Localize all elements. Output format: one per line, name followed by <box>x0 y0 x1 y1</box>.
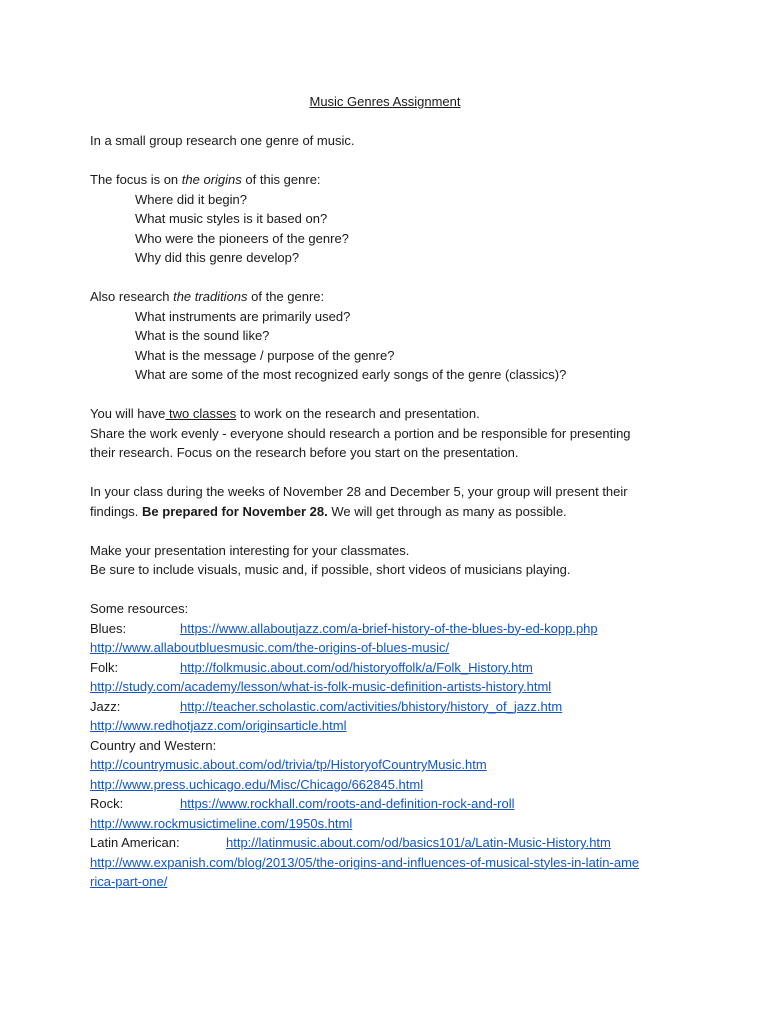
interesting-line-2: Be sure to include visuals, music and, if possible, short videos of musicians playing. <box>90 562 571 577</box>
document-page <box>90 92 680 892</box>
due-date-bold: Be prepared for November 28. <box>142 503 328 519</box>
folk-label: Folk: <box>90 659 119 675</box>
latin-row-3 <box>90 872 680 892</box>
jazz-row <box>90 697 680 717</box>
country-row-2 <box>90 775 680 795</box>
traditions-lead-text: Also research <box>90 289 174 304</box>
latin-label: Latin American: <box>90 835 180 850</box>
blues-link-2[interactable]: http://www.allaboutbluesmusic.com/the-origins-of-blues-music/ <box>90 640 450 655</box>
country-row-1 <box>90 755 680 775</box>
origins-lead-tail: of this genre: <box>241 172 321 187</box>
intro-text: In a small group research one genre of music. <box>90 133 355 148</box>
latin-link-2[interactable]: http://www.expanish.com/blog/2013/05/the-origins-and-influences-of-musical-styles-in-latin-ame <box>90 854 640 870</box>
rock-label: Rock: <box>90 796 124 811</box>
work-line-1 <box>90 404 680 424</box>
jazz-link-1[interactable]: http://teacher.scholastic.com/activities/bhistory/history_of_jazz.htm <box>180 698 563 714</box>
latin-link-1[interactable]: http://latinmusic.about.com/od/basics101/a/Latin-Music-History.htm <box>226 835 611 850</box>
folk-link-1[interactable]: http://folkmusic.about.com/od/historyoffolk/a/Folk_History.htm <box>180 659 533 675</box>
traditions-question: What are some of the most recognized early songs of the genre (classics)? <box>135 367 567 382</box>
traditions-lead <box>90 287 680 307</box>
blues-label: Blues: <box>90 620 127 636</box>
jazz-link-2[interactable]: http://www.redhotjazz.com/originsarticle.html <box>90 718 347 733</box>
rock-link-1[interactable]: https://www.rockhall.com/roots-and-definition-rock-and-roll <box>180 796 515 811</box>
work-line-2: Share the work evenly - everyone should research a portion and be responsible for presenting <box>90 425 631 441</box>
traditions-question: What is the sound like? <box>135 328 270 343</box>
latin-link-2-continued[interactable]: rica-part-one/ <box>90 874 168 889</box>
origins-question: Why did this genre develop? <box>135 250 300 265</box>
folk-row-2 <box>90 677 680 697</box>
interesting-line-1: Make your presentation interesting for your classmates. <box>90 542 410 558</box>
folk-link-2[interactable]: http://study.com/academy/lesson/what-is-folk-music-definition-artists-history.html <box>90 679 552 694</box>
traditions-emphasis: the traditions <box>173 289 248 304</box>
jazz-label: Jazz: <box>90 698 121 714</box>
blues-row <box>90 619 680 639</box>
traditions-question: What instruments are primarily used? <box>135 308 351 324</box>
rock-row-2 <box>90 814 680 834</box>
presentation-text-tail: We will get through as many as possible. <box>327 503 567 519</box>
latin-row-2 <box>90 853 680 873</box>
work-text: You will have <box>90 406 166 421</box>
work-line-3: their research. Focus on the research before you start on the presentation. <box>90 445 519 460</box>
traditions-lead-tail: of the genre: <box>247 289 325 304</box>
blues-row-2 <box>90 638 680 658</box>
traditions-question: What is the message / purpose of the genre? <box>135 347 395 363</box>
presentation-line-1: In your class during the weeks of November 28 and December 5, your group will present their <box>90 484 628 499</box>
country-label: Country and Western: <box>90 737 217 753</box>
rock-link-2[interactable]: http://www.rockmusictimeline.com/1950s.html <box>90 815 353 831</box>
origins-emphasis: the origins <box>181 172 242 187</box>
country-link-2[interactable]: http://www.press.uchicago.edu/Misc/Chicago/662845.html <box>90 776 424 792</box>
country-link-1[interactable]: http://countrymusic.about.com/od/trivia/tp/HistoryofCountryMusic.htm <box>90 757 487 772</box>
resources-heading: Some resources: <box>90 601 189 616</box>
blues-link-1[interactable]: https://www.allaboutjazz.com/a-brief-history-of-the-blues-by-ed-kopp.php <box>180 620 598 636</box>
folk-row <box>90 658 680 678</box>
presentation-line-2 <box>90 502 680 522</box>
latin-row <box>90 833 680 853</box>
work-text-tail: to work on the research and presentation. <box>236 406 480 421</box>
presentation-text: findings. <box>90 503 143 519</box>
two-classes-underlined: two classes <box>165 406 237 421</box>
rock-row <box>90 794 680 814</box>
origins-question: Who were the pioneers of the genre? <box>135 230 349 246</box>
jazz-row-2 <box>90 716 680 736</box>
origins-question: Where did it begin? <box>135 191 248 207</box>
document-title: Music Genres Assignment <box>309 94 461 109</box>
origins-question: What music styles is it based on? <box>135 211 328 226</box>
origins-lead <box>90 170 680 190</box>
origins-lead-text: The focus is on <box>90 172 182 187</box>
